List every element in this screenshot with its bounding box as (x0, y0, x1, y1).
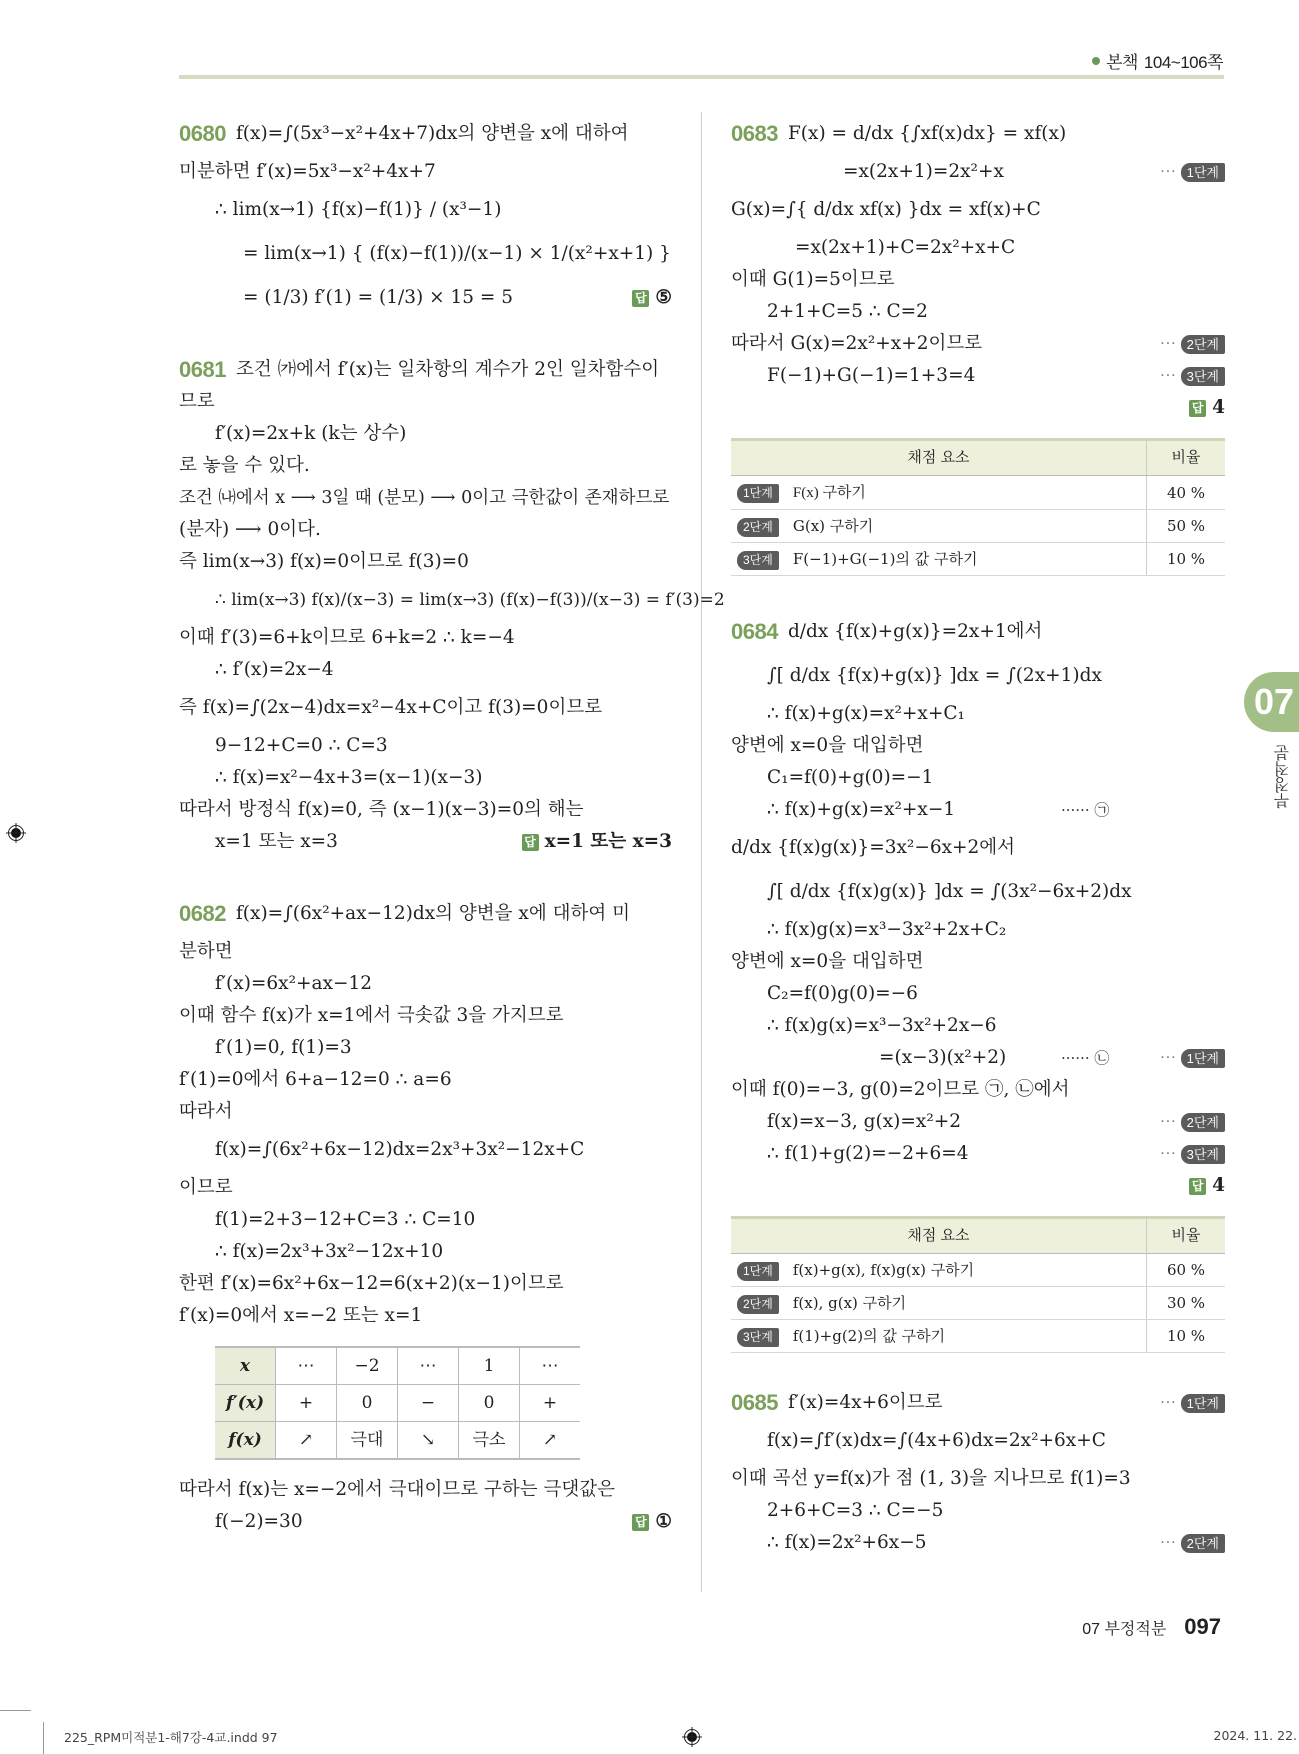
solution-line: ∴ f(x)g(x)=x³−3x²+2x+C₂ (767, 919, 1007, 940)
step-marker: ··· 2단계 (1160, 328, 1225, 360)
step-marker: ··· 3단계 (1160, 360, 1225, 392)
step-marker: ··· 1단계 (1160, 156, 1225, 188)
answer-icon: 답 (632, 1514, 649, 1531)
table-cell: ⋯ (276, 1347, 337, 1385)
solution-line: 따라서 (179, 1101, 233, 1122)
solution-line: ∴ lim(x→3) f(x)/(x−3) = lim(x→3) (f(x)−f(3))/(x−3) = f′(3)=2 (215, 590, 725, 610)
problem-number: 0682 (179, 901, 226, 926)
solution-line: C₁=f(0)+g(0)=−1 (767, 767, 934, 788)
solution-line: f′(1)=0에서 6+a−12=0 ∴ a=6 (179, 1069, 452, 1090)
problem-number: 0684 (731, 619, 778, 644)
column-header-rate: 비율 (1147, 1218, 1226, 1254)
step-badge: 1단계 (1181, 1394, 1225, 1413)
solution-line: 로 놓을 수 있다. (179, 455, 310, 476)
solution-line: f(1)=2+3−12+C=3 ∴ C=10 (215, 1209, 476, 1230)
solution-line: = (1/3) f′(1) = (1/3) × 15 = 5 (243, 287, 514, 308)
solution-line: f(x)=∫f′(x)dx=∫(4x+6)dx=2x²+6x+C (767, 1430, 1106, 1451)
solution-line: d/dx {f(x)+g(x)}=2x+1에서 (787, 621, 1043, 642)
crop-mark (43, 1722, 44, 1754)
page-footer (1082, 1614, 1221, 1640)
solution-line: 9−12+C=0 ∴ C=3 (215, 735, 388, 756)
crop-mark (0, 1710, 31, 1711)
solution-line: 2+1+C=5 ∴ C=2 (767, 301, 928, 322)
table-cell: ⋯ (398, 1347, 459, 1385)
table-header-cell: f(x) (215, 1422, 276, 1460)
criteria-text: f(1)+g(2)의 값 구하기 (792, 1327, 946, 1345)
registration-mark-icon (6, 823, 26, 843)
step-badge: 2단계 (1181, 1113, 1225, 1132)
solution-line: =x(2x+1)+C=2x²+x+C (795, 237, 1016, 258)
solution-line: 이때 함수 f(x)가 x=1에서 극솟값 3을 가지므로 (179, 1005, 564, 1026)
solution-line: ∴ f′(x)=2x−4 (215, 659, 334, 680)
header-rule (179, 75, 1224, 79)
solution-line: f′(x)=4x+6이므로 (787, 1392, 943, 1413)
solution-line: f′(x)=0에서 x=−2 또는 x=1 (179, 1305, 423, 1326)
solution-line: ∴ f(x)+g(x)=x²+x−1 (767, 799, 956, 820)
table-cell: ↘ (398, 1422, 459, 1460)
table-cell: + (520, 1385, 581, 1422)
rate-value: 30 % (1147, 1287, 1226, 1320)
step-badge: 3단계 (737, 1328, 779, 1347)
step-marker: ··· 2단계 (1160, 1106, 1225, 1138)
solution-line: ∫[ d/dx {f(x)+g(x)} ]dx = ∫(2x+1)dx (767, 665, 1102, 686)
problem-number: 0680 (179, 121, 226, 146)
answer (522, 826, 672, 858)
column-header-criteria: 채점 요소 (731, 1218, 1147, 1254)
step-marker: ··· 3단계 (1160, 1138, 1225, 1170)
column-header-criteria: 채점 요소 (731, 440, 1147, 476)
solution-line: x=1 또는 x=3 (215, 831, 338, 852)
solution-line: 미분하면 f′(x)=5x³−x²+4x+7 (179, 161, 436, 182)
step-badge: 1단계 (1181, 1049, 1225, 1068)
solution-line: C₂=f(0)g(0)=−6 (767, 983, 918, 1004)
table-row (731, 1320, 1225, 1353)
step-marker: ··· 1단계 (1160, 1387, 1225, 1419)
solution-line: 조건 ㈎에서 f′(x)는 일차항의 계수가 2인 일차함수이 (235, 359, 660, 380)
problem-0681 (179, 354, 725, 858)
table-row (731, 476, 1225, 510)
problem-0685 (731, 1387, 1225, 1559)
answer-value: ⑤ (655, 287, 672, 308)
solution-line: =(x−3)(x²+2) (879, 1047, 1007, 1068)
registration-mark-icon (682, 1727, 702, 1747)
reference-pages: 104~106쪽 (1143, 53, 1223, 72)
table-cell: ↗ (520, 1422, 581, 1460)
solution-line: 므로 (179, 391, 215, 412)
scoring-table (731, 438, 1225, 576)
solution-line: 양변에 x=0을 대입하면 (731, 951, 924, 972)
rate-value: 60 % (1147, 1254, 1226, 1287)
column-divider (701, 112, 702, 1592)
step-badge: 3단계 (1181, 367, 1225, 386)
solution-line: f(−2)=30 (215, 1511, 303, 1532)
solution-line: G(x)=∫{ d/dx xf(x) }dx = xf(x)+C (731, 199, 1041, 220)
solution-line: F(−1)+G(−1)=1+3=4 (767, 365, 976, 386)
solution-line: ∴ f(1)+g(2)=−2+6=4 (767, 1143, 969, 1164)
solution-line: (분자) ⟶ 0이다. (179, 519, 321, 540)
solution-line: f(x)=∫(6x²+6x−12)dx=2x³+3x²−12x+C (215, 1139, 585, 1160)
table-cell: ↗ (276, 1422, 337, 1460)
equation-marker: ······ ㉡ (1061, 1049, 1110, 1067)
answer (1189, 392, 1225, 424)
answer-value: 4 (1212, 397, 1225, 418)
solution-line: ∫[ d/dx {f(x)g(x)} ]dx = ∫(3x²−6x+2)dx (767, 881, 1132, 902)
solution-line: = lim(x→1) { (f(x)−f(1))/(x−1) × 1/(x²+x+1) } (243, 243, 671, 264)
footer-chapter-title: 07 부정적분 (1082, 1621, 1167, 1638)
solution-line: ∴ f(x)=2x³+3x²−12x+10 (215, 1241, 444, 1262)
solution-line: d/dx {f(x)g(x)}=3x²−6x+2에서 (731, 837, 1016, 858)
criteria-text: G(x) 구하기 (792, 517, 874, 535)
solution-line: F(x) = d/dx {∫xf(x)dx} = xf(x) (787, 123, 1067, 144)
criteria-text: f(x)+g(x), f(x)g(x) 구하기 (792, 1261, 975, 1279)
solution-line: ∴ f(x)g(x)=x³−3x²+2x−6 (767, 1015, 997, 1036)
solution-line: 이므로 (179, 1177, 233, 1198)
table-row (215, 1422, 580, 1460)
table-header-cell: x (215, 1347, 276, 1385)
step-badge: 2단계 (1181, 335, 1225, 354)
problem-number: 0685 (731, 1390, 778, 1415)
scoring-table (731, 1216, 1225, 1353)
step-marker: ··· 2단계 (1160, 1527, 1225, 1559)
step-badge: 1단계 (737, 1262, 779, 1281)
problem-0684 (731, 610, 1225, 1353)
table-row (731, 543, 1225, 576)
answer (632, 1506, 672, 1538)
table-header-cell: f′(x) (215, 1385, 276, 1422)
problem-0680 (179, 112, 672, 320)
page-number: 097 (1184, 1614, 1221, 1639)
step-badge: 2단계 (1181, 1534, 1225, 1553)
answer-icon: 답 (522, 834, 539, 851)
solution-line: ∴ f(x)=2x²+6x−5 (767, 1532, 927, 1553)
table-cell: + (276, 1385, 337, 1422)
solution-line: f(x)=x−3, g(x)=x²+2 (767, 1111, 962, 1132)
step-badge: 3단계 (1181, 1145, 1225, 1164)
solution-line: 이때 곡선 y=f(x)가 점 (1, 3)을 지나므로 f(1)=3 (731, 1468, 1131, 1489)
solution-line: 한편 f′(x)=6x²+6x−12=6(x+2)(x−1)이므로 (179, 1273, 564, 1294)
solution-line: 즉 f(x)=∫(2x−4)dx=x²−4x+C이고 f(3)=0이므로 (179, 697, 603, 718)
solution-line: 조건 ㈏에서 x ⟶ 3일 때 (분모) ⟶ 0이고 극한값이 존재하므로 (179, 488, 670, 508)
solution-line: 이때 f′(3)=6+k이므로 6+k=2 ∴ k=−4 (179, 627, 515, 648)
problem-number: 0683 (731, 121, 778, 146)
table-cell: 극소 (459, 1422, 520, 1460)
table-cell: 극대 (337, 1422, 398, 1460)
chapter-number: 07 (1254, 681, 1295, 722)
step-badge: 2단계 (737, 518, 779, 537)
solution-line: f′(1)=0, f(1)=3 (215, 1037, 352, 1058)
solution-line: f(x)=∫(6x²+ax−12)dx의 양변을 x에 대하여 미 (235, 903, 630, 924)
answer (632, 282, 672, 314)
solution-line: 2+6+C=3 ∴ C=−5 (767, 1500, 944, 1521)
chapter-tab (1244, 672, 1299, 732)
solution-line: 양변에 x=0을 대입하면 (731, 735, 924, 756)
criteria-text: F(x) 구하기 (792, 485, 866, 501)
solution-line: 이때 f(0)=−3, g(0)=2이므로 ㉠, ㉡에서 (731, 1079, 1070, 1100)
solution-line: ∴ f(x)+g(x)=x²+x+C₁ (767, 703, 965, 724)
step-badge: 1단계 (1181, 163, 1225, 182)
reference-label: 본책 (1106, 53, 1138, 72)
table-cell: 0 (337, 1385, 398, 1422)
solution-line: 이때 G(1)=5이므로 (731, 269, 895, 290)
step-badge: 2단계 (737, 1295, 779, 1314)
problem-number: 0681 (179, 357, 226, 382)
solution-line: f′(x)=2x+k (k는 상수) (215, 423, 407, 444)
equation-marker: ······ ㉠ (1061, 801, 1110, 819)
solution-line: 따라서 G(x)=2x²+x+2이므로 (731, 333, 983, 354)
answer-value: 4 (1212, 1175, 1225, 1196)
table-header-row (731, 1218, 1225, 1254)
problem-0682 (179, 892, 672, 1538)
step-marker: ··· 1단계 (1160, 1042, 1225, 1074)
solution-line: 분하면 (179, 941, 233, 962)
sign-table (215, 1346, 580, 1460)
table-row (215, 1385, 580, 1422)
solution-line: ∴ lim(x→1) {f(x)−f(1)} / (x³−1) (215, 199, 502, 220)
answer-value: x=1 또는 x=3 (544, 831, 672, 852)
column-header-rate: 비율 (1147, 440, 1226, 476)
criteria-text: f(x), g(x) 구하기 (792, 1294, 907, 1312)
answer-icon: 답 (1189, 1178, 1206, 1195)
criteria-text: F(−1)+G(−1)의 값 구하기 (792, 550, 978, 568)
solution-line: 즉 lim(x→3) f(x)=0이므로 f(3)=0 (179, 551, 469, 572)
table-cell: 0 (459, 1385, 520, 1422)
table-cell: −2 (337, 1347, 398, 1385)
table-row (215, 1347, 580, 1385)
problem-0683 (731, 112, 1225, 576)
rate-value: 10 % (1147, 1320, 1226, 1353)
solution-line: f(x)=∫(5x³−x²+4x+7)dx의 양변을 x에 대하여 (235, 123, 629, 144)
solution-line: 따라서 방정식 f(x)=0, 즉 (x−1)(x−3)=0의 해는 (179, 799, 584, 820)
rate-value: 10 % (1147, 543, 1226, 576)
solution-line: ∴ f(x)=x²−4x+3=(x−1)(x−3) (215, 767, 483, 788)
step-badge: 3단계 (737, 551, 779, 570)
textbook-reference (1092, 48, 1223, 73)
table-cell: − (398, 1385, 459, 1422)
chapter-side-label: 부정적분 (1275, 745, 1292, 809)
rate-value: 40 % (1147, 476, 1226, 510)
answer-value: ① (655, 1511, 672, 1532)
solution-line: f′(x)=6x²+ax−12 (215, 973, 373, 994)
table-cell: ⋯ (520, 1347, 581, 1385)
table-row (731, 1287, 1225, 1320)
answer-icon: 답 (1189, 400, 1206, 417)
table-row (731, 1254, 1225, 1287)
solution-line: 따라서 f(x)는 x=−2에서 극대이므로 구하는 극댓값은 (179, 1479, 616, 1500)
answer-icon: 답 (632, 290, 649, 307)
print-slug-date: 2024. 11. 22. (1213, 1728, 1297, 1743)
rate-value: 50 % (1147, 510, 1226, 543)
bullet-dot-icon (1092, 57, 1100, 65)
solution-line: =x(2x+1)=2x²+x (843, 161, 1004, 182)
table-cell: 1 (459, 1347, 520, 1385)
table-row (731, 510, 1225, 543)
answer (1189, 1170, 1225, 1202)
print-slug-file: 225_RPM미적분1-해7강-4교.indd 97 (64, 1730, 278, 1745)
step-badge: 1단계 (737, 484, 779, 503)
right-column (731, 112, 1225, 1559)
table-header-row (731, 440, 1225, 476)
left-column (179, 112, 725, 1538)
